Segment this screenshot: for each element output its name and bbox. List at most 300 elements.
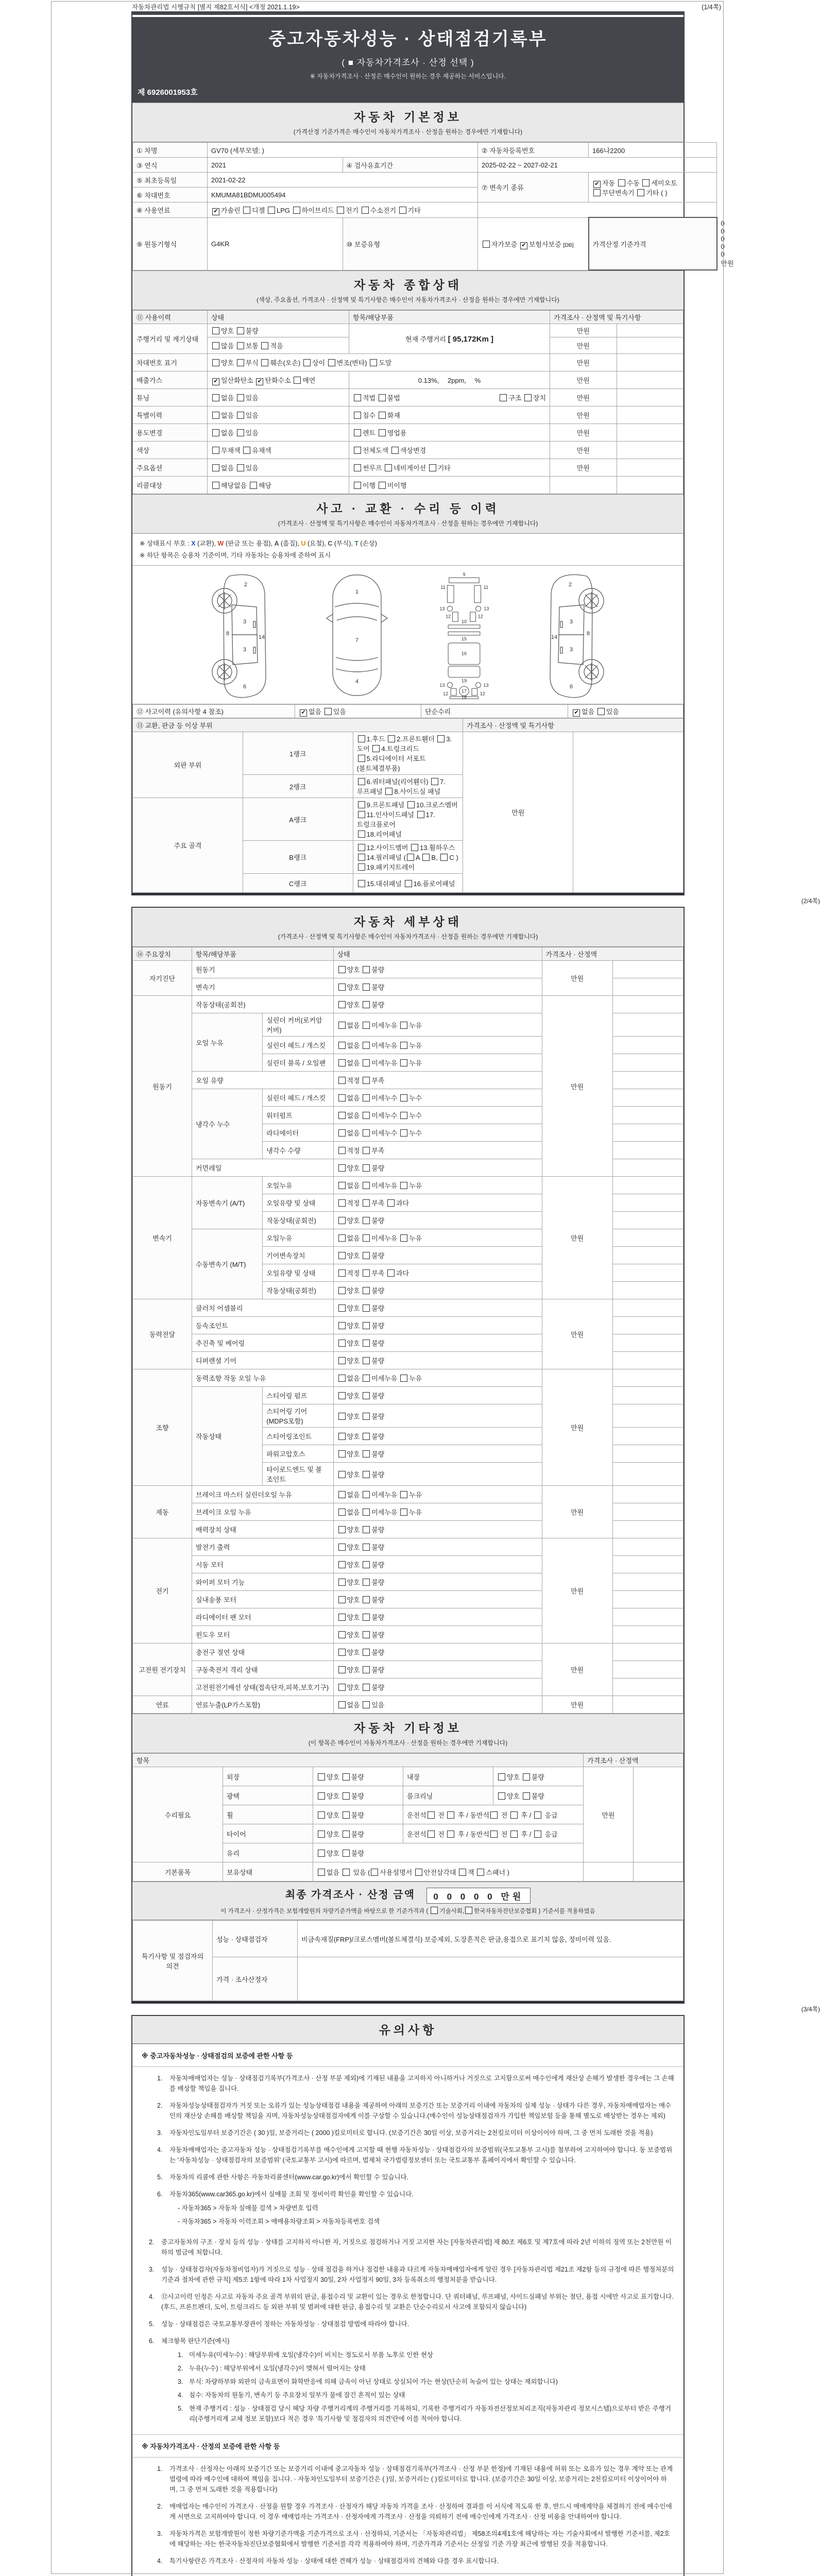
checkbox[interactable] xyxy=(338,1059,346,1066)
checkbox[interactable] xyxy=(400,1509,407,1516)
checkbox[interactable] xyxy=(490,1811,498,1819)
item-cell: 동력조향 작동 오일 누유 xyxy=(192,1369,334,1387)
price-unit-cell: 만원 xyxy=(584,1767,634,1862)
checkbox[interactable] xyxy=(338,1526,346,1533)
checkbox[interactable] xyxy=(399,207,406,214)
checkbox[interactable] xyxy=(642,179,650,187)
checkbox[interactable] xyxy=(338,1042,346,1049)
checkbox[interactable] xyxy=(363,1526,370,1533)
checkbox[interactable] xyxy=(500,394,507,401)
checkbox[interactable] xyxy=(400,1375,407,1382)
checkbox[interactable] xyxy=(338,1147,346,1154)
checkbox[interactable] xyxy=(363,1287,370,1294)
checkbox[interactable] xyxy=(440,854,448,861)
checkbox[interactable] xyxy=(437,735,445,742)
panel-number: 6 xyxy=(243,684,247,690)
rank-items-cell: 6.쿼터패널(리어휀더) 7.루프패널 8.사이드실 패널 xyxy=(353,775,463,798)
state-cell: 양호 불량 xyxy=(333,1643,542,1661)
panel-number: 12 xyxy=(446,614,451,619)
checkbox[interactable] xyxy=(363,1701,370,1708)
checkbox[interactable] xyxy=(363,1392,370,1399)
checkbox[interactable] xyxy=(498,1792,505,1800)
device-group-label: 변속기 xyxy=(133,1177,192,1299)
checkbox[interactable]: ✔ xyxy=(593,181,601,188)
checkbox[interactable] xyxy=(447,1831,454,1838)
checkbox[interactable] xyxy=(338,1234,346,1242)
checkbox[interactable] xyxy=(328,359,335,366)
checkbox[interactable] xyxy=(338,1701,346,1708)
column-header: 가격조사 · 산정액 xyxy=(542,947,684,961)
checkbox[interactable] xyxy=(358,880,365,887)
checkbox[interactable] xyxy=(388,735,395,742)
checkbox[interactable] xyxy=(338,1450,346,1458)
checkbox[interactable] xyxy=(363,1596,370,1603)
checkbox[interactable] xyxy=(338,1392,346,1399)
checkbox[interactable] xyxy=(363,1001,370,1008)
checkbox[interactable] xyxy=(338,1182,346,1189)
checkbox[interactable] xyxy=(400,1022,407,1029)
checkbox[interactable]: ✔ xyxy=(212,378,219,385)
checkbox[interactable] xyxy=(243,207,250,214)
checkbox[interactable] xyxy=(363,1340,370,1347)
device-group-label: 동력전달 xyxy=(133,1299,192,1369)
checkbox[interactable] xyxy=(354,447,361,454)
checkbox[interactable] xyxy=(338,1304,346,1312)
item-cell: 실린더 헤드 / 개스킷 xyxy=(263,1089,333,1107)
table-row xyxy=(133,459,684,477)
price-note-cell xyxy=(612,1229,683,1247)
checkbox[interactable] xyxy=(363,1112,370,1119)
checkbox[interactable] xyxy=(428,1811,435,1819)
checkbox[interactable] xyxy=(318,1773,325,1781)
caution-item xyxy=(149,2292,674,2312)
price-note-cell xyxy=(612,1573,683,1591)
device-group-label: 고전원 전기장치 xyxy=(133,1643,192,1696)
page-mark-3: (3/4쪽) xyxy=(801,2006,820,2013)
checkbox[interactable] xyxy=(363,1579,370,1586)
checkbox[interactable] xyxy=(363,1304,370,1312)
checkbox[interactable] xyxy=(338,1357,346,1364)
checkbox[interactable] xyxy=(338,1375,346,1382)
position-cell: 운전석 전 후 / 동반석 전 후 / 응급 xyxy=(403,1805,584,1824)
item-cell: 등속조인트 xyxy=(192,1317,334,1334)
warranty-db-tag: [DB] xyxy=(563,242,574,248)
label-car-name: ① 차명 xyxy=(133,143,208,158)
checkbox[interactable] xyxy=(363,1375,370,1382)
checkbox[interactable] xyxy=(447,1811,454,1819)
checkbox[interactable] xyxy=(338,1596,346,1603)
checkbox[interactable] xyxy=(363,984,370,991)
checkbox[interactable] xyxy=(212,327,219,334)
price-note-cell xyxy=(612,1696,683,1714)
price-unit-cell: 만원 xyxy=(542,1538,612,1643)
checkbox[interactable] xyxy=(243,447,250,454)
checkbox[interactable] xyxy=(363,1217,370,1224)
panel-number: 19 xyxy=(461,678,467,684)
checkbox[interactable] xyxy=(387,1269,395,1277)
checkbox[interactable] xyxy=(363,1042,370,1049)
item-cell: 오일누유 xyxy=(263,1177,333,1194)
checkbox[interactable] xyxy=(338,1252,346,1259)
checkbox[interactable] xyxy=(363,1199,370,1207)
checkbox[interactable] xyxy=(338,1340,346,1347)
cautions-title: 유의사항 xyxy=(379,2023,437,2037)
checkbox[interactable] xyxy=(338,1164,346,1172)
fuel-empty-cell xyxy=(478,202,717,218)
checkbox[interactable] xyxy=(338,1001,346,1008)
checkbox[interactable] xyxy=(523,1773,530,1781)
special-notes-label: 특기사항 및 점검자의 의견 xyxy=(133,1921,213,2001)
checkbox[interactable] xyxy=(407,801,415,808)
item-cell: 타이로드엔드 및 볼 조인트 xyxy=(263,1463,333,1486)
price-note-cell xyxy=(617,477,684,494)
checkbox[interactable] xyxy=(400,1234,407,1242)
checkbox[interactable] xyxy=(593,189,601,196)
checkbox[interactable] xyxy=(363,1684,370,1691)
checkbox[interactable] xyxy=(337,207,344,214)
checkbox[interactable] xyxy=(338,1471,346,1478)
checkbox[interactable] xyxy=(294,377,301,384)
checkbox[interactable] xyxy=(237,359,244,366)
checkbox[interactable] xyxy=(400,1059,407,1066)
checkbox[interactable] xyxy=(318,1811,325,1819)
checkbox[interactable] xyxy=(363,1433,370,1440)
checkbox[interactable] xyxy=(510,1831,518,1838)
checkbox[interactable] xyxy=(354,394,361,401)
caution-number: 2. xyxy=(178,2365,183,2372)
cautions-band xyxy=(132,2016,684,2044)
checkbox[interactable] xyxy=(343,1792,350,1800)
price-note-cell xyxy=(612,1013,683,1037)
checkbox[interactable] xyxy=(318,1869,325,1876)
checkbox[interactable] xyxy=(338,1217,346,1224)
price-unit-cell xyxy=(550,477,617,494)
caution-number: 1. xyxy=(178,2351,183,2359)
device-group-label: 제동 xyxy=(133,1486,192,1538)
checkbox[interactable] xyxy=(212,482,219,489)
checkbox[interactable] xyxy=(363,1077,370,1084)
price-note-cell xyxy=(612,1299,683,1317)
checkbox[interactable] xyxy=(431,778,438,785)
item-cell: 브레이크 마스터 실린더오일 누유 xyxy=(192,1486,334,1503)
checkbox[interactable] xyxy=(212,464,219,471)
checkbox[interactable] xyxy=(338,1579,346,1586)
subgroup-label: 자동변속기 (A/T) xyxy=(192,1177,263,1229)
checkbox[interactable]: ✔ xyxy=(300,709,307,717)
checkbox[interactable] xyxy=(343,1850,350,1857)
checkbox[interactable] xyxy=(363,1094,370,1101)
checkbox[interactable] xyxy=(379,429,386,436)
checkbox[interactable] xyxy=(358,844,365,851)
price-note-cell xyxy=(612,1591,683,1608)
column-header: 항목 xyxy=(133,1754,584,1767)
state-cell: 적정 부족 xyxy=(333,1142,542,1159)
usage-label: 튜닝 xyxy=(133,389,208,406)
checkbox[interactable] xyxy=(343,1811,350,1819)
price-note-cell xyxy=(634,1862,684,1882)
checkbox[interactable] xyxy=(338,1094,346,1101)
checkbox[interactable] xyxy=(363,1471,370,1478)
checkbox[interactable] xyxy=(338,1077,346,1084)
checkbox[interactable] xyxy=(268,207,275,214)
checkbox[interactable] xyxy=(237,464,244,471)
checkbox[interactable] xyxy=(422,854,430,861)
price-unit-cell: 만원 xyxy=(542,1696,612,1714)
checkbox[interactable] xyxy=(318,1850,325,1857)
table-row xyxy=(133,1643,684,1661)
checkbox[interactable] xyxy=(362,207,369,214)
checkbox[interactable] xyxy=(465,1907,472,1914)
checkbox[interactable] xyxy=(379,394,386,401)
checkbox[interactable] xyxy=(363,1022,370,1029)
price-note-cell xyxy=(612,1247,683,1264)
checkbox[interactable] xyxy=(400,1491,407,1498)
checkbox[interactable] xyxy=(318,1792,325,1800)
checkbox[interactable] xyxy=(343,1869,350,1876)
checkbox[interactable] xyxy=(363,1357,370,1364)
panel-number: 14 xyxy=(258,634,265,640)
checkbox[interactable] xyxy=(338,1199,346,1207)
checkbox[interactable] xyxy=(363,1614,370,1621)
price-note-cell xyxy=(612,1107,683,1124)
checkbox[interactable] xyxy=(417,811,424,818)
table-row xyxy=(133,389,684,406)
checkbox[interactable] xyxy=(318,1831,325,1838)
checkbox[interactable] xyxy=(358,854,365,861)
label-transmission: ⑦ 변속기 종류 xyxy=(478,173,589,202)
checkbox[interactable] xyxy=(637,189,644,196)
checkbox[interactable] xyxy=(212,394,219,401)
state-cell: 없음 있음 xyxy=(208,406,349,424)
checkbox[interactable] xyxy=(363,1269,370,1277)
car-diagram-top xyxy=(308,571,396,700)
checkbox[interactable] xyxy=(358,863,365,871)
checkbox[interactable] xyxy=(415,1869,422,1876)
checkbox[interactable] xyxy=(358,831,365,838)
checkbox[interactable] xyxy=(338,1649,346,1656)
checkbox[interactable] xyxy=(385,464,392,471)
checkbox[interactable] xyxy=(261,342,268,349)
caution-text: 체크항목 판단기준(예시) xyxy=(161,2337,230,2345)
item-cell: 워터펌프 xyxy=(263,1107,333,1124)
caution-subitem xyxy=(178,2403,674,2424)
state-cell: 양호 불량 xyxy=(493,1786,584,1805)
checkbox[interactable] xyxy=(400,1042,407,1049)
checkbox[interactable] xyxy=(338,1022,346,1029)
checkbox[interactable] xyxy=(363,1164,370,1172)
checkbox[interactable] xyxy=(498,1773,505,1781)
price-note-cell xyxy=(612,1608,683,1626)
checkbox[interactable] xyxy=(363,1252,370,1259)
state-cell: 양호 불량 xyxy=(313,1805,403,1824)
checkbox[interactable] xyxy=(483,241,490,248)
checkbox[interactable] xyxy=(534,1811,541,1819)
caution-item xyxy=(157,2556,674,2566)
checkbox[interactable] xyxy=(237,429,244,436)
checkbox[interactable] xyxy=(523,1792,530,1800)
checkbox[interactable]: ✔ xyxy=(520,242,527,249)
item-label: 보유상태 xyxy=(223,1862,313,1882)
state-cell: ✔ 일산화탄소 ✔ 탄화수소 매연 xyxy=(208,371,349,389)
checkbox[interactable] xyxy=(363,1450,370,1458)
checkbox[interactable] xyxy=(358,755,365,762)
simple-repair-state: ✔ 없음 있음 xyxy=(568,705,684,718)
checkbox[interactable] xyxy=(363,1666,370,1673)
checkbox[interactable] xyxy=(363,1322,370,1329)
checkbox[interactable] xyxy=(400,1112,407,1119)
checkbox[interactable] xyxy=(618,179,625,187)
checkbox[interactable] xyxy=(343,1831,350,1838)
label-reg-no: ② 자동차등록번호 xyxy=(478,143,589,158)
state-cell: 없음 있음 xyxy=(208,389,349,406)
checkbox[interactable] xyxy=(363,1129,370,1137)
checkbox[interactable] xyxy=(358,735,365,742)
checkbox[interactable] xyxy=(358,778,365,785)
checkbox[interactable] xyxy=(338,1684,346,1691)
checkbox[interactable] xyxy=(338,1112,346,1119)
checkbox[interactable] xyxy=(250,482,257,489)
state-cell: 양호 불량 xyxy=(333,1556,542,1573)
usage-label: 용도변경 xyxy=(133,424,208,442)
caution-number: 2. xyxy=(157,2503,163,2511)
checkbox[interactable] xyxy=(338,1413,346,1420)
checkbox[interactable] xyxy=(354,482,361,489)
rank-items-cell: 1.후드 2.프론트휀더 3.도어 4.트렁크리드 5.라디에이터 서포트(볼트체결부품) xyxy=(353,732,463,775)
checkbox[interactable] xyxy=(405,880,412,887)
checkbox[interactable] xyxy=(407,854,414,861)
checkbox[interactable] xyxy=(212,447,219,454)
checkbox[interactable] xyxy=(400,1094,407,1101)
price-unit-cell xyxy=(584,1862,634,1882)
checkbox[interactable] xyxy=(370,359,377,366)
state-cell: 양호 불량 xyxy=(333,1387,542,1404)
checkbox[interactable] xyxy=(379,482,386,489)
checkbox[interactable] xyxy=(293,207,300,214)
caution-item xyxy=(157,2464,674,2495)
checkbox[interactable] xyxy=(371,1869,378,1876)
checkbox[interactable] xyxy=(459,1869,466,1876)
checkbox[interactable] xyxy=(324,708,332,715)
checkbox[interactable] xyxy=(338,1269,346,1277)
state-cell: 양호 불량 xyxy=(208,324,349,337)
checkbox[interactable]: ✔ xyxy=(573,709,580,717)
checkbox[interactable] xyxy=(354,464,361,471)
value-car-name: GV70 (세부모델: ) xyxy=(208,143,478,158)
checkbox[interactable] xyxy=(534,1831,541,1838)
accident-title: 사고 · 교환 · 수리 등 이력 xyxy=(316,502,500,515)
checkbox[interactable] xyxy=(212,342,219,349)
checkbox[interactable] xyxy=(303,359,311,366)
checkbox[interactable] xyxy=(510,1811,518,1819)
column-header: ⑬ 교환, 판금 등 이상 부위 xyxy=(133,719,463,732)
checkbox[interactable] xyxy=(363,1182,370,1189)
checkbox[interactable] xyxy=(354,412,361,419)
checkbox[interactable] xyxy=(212,359,219,366)
checkbox[interactable] xyxy=(338,1561,346,1568)
checkbox[interactable] xyxy=(363,1491,370,1498)
overall-status-table xyxy=(132,310,684,494)
value-engine-type: G4KR xyxy=(208,217,343,270)
checkbox[interactable] xyxy=(358,811,365,818)
checkbox[interactable] xyxy=(237,342,244,349)
checkbox[interactable] xyxy=(363,1544,370,1551)
checkbox[interactable] xyxy=(261,359,268,366)
checkbox[interactable]: ✔ xyxy=(212,208,219,215)
checkbox[interactable] xyxy=(387,1199,395,1207)
checkbox[interactable] xyxy=(524,394,532,401)
checkbox[interactable] xyxy=(363,966,370,973)
caution-text: 미세누유(미세누수) : 해당부위에 오일(냉각수)이 비치는 정도로서 부품 노후로 인한 현상 xyxy=(189,2351,434,2359)
checkbox[interactable] xyxy=(391,447,399,454)
checkbox[interactable] xyxy=(338,1631,346,1638)
checkbox[interactable] xyxy=(338,1509,346,1516)
page-mark-1: (1/4쪽) xyxy=(702,4,721,11)
checkbox[interactable] xyxy=(338,984,346,991)
checkbox[interactable] xyxy=(385,788,392,795)
checkbox[interactable] xyxy=(372,745,380,752)
checkbox[interactable] xyxy=(363,1059,370,1066)
price-survey-service-note: ※ 자동차가격조사 · 산정은 매수인이 원하는 경우 제공하는 서비스입니다. xyxy=(310,73,506,80)
price-note-cell xyxy=(617,442,684,459)
checkbox[interactable] xyxy=(597,708,605,715)
checkbox[interactable] xyxy=(212,429,219,436)
checkbox[interactable] xyxy=(338,1322,346,1329)
page-1 xyxy=(131,11,734,895)
price-note-cell xyxy=(617,424,684,442)
checkbox[interactable] xyxy=(338,1287,346,1294)
checkbox[interactable] xyxy=(363,1147,370,1154)
panel-number: 13 xyxy=(439,606,445,612)
checkbox[interactable] xyxy=(363,1413,370,1420)
checkbox[interactable] xyxy=(338,1129,346,1137)
checkbox[interactable] xyxy=(212,412,219,419)
checkbox[interactable] xyxy=(338,1491,346,1498)
checkbox[interactable] xyxy=(338,966,346,973)
checkbox[interactable] xyxy=(429,464,436,471)
checkbox[interactable] xyxy=(358,801,365,808)
checkbox[interactable] xyxy=(338,1666,346,1673)
checkbox[interactable] xyxy=(363,1234,370,1242)
checkbox[interactable] xyxy=(354,429,361,436)
checkbox[interactable] xyxy=(338,1614,346,1621)
checkbox[interactable] xyxy=(237,394,244,401)
checkbox[interactable] xyxy=(363,1631,370,1638)
checkbox[interactable] xyxy=(363,1509,370,1516)
checkbox[interactable] xyxy=(490,1831,498,1838)
checkbox[interactable] xyxy=(379,412,386,419)
caution-number: 5. xyxy=(178,2405,183,2413)
checkbox[interactable] xyxy=(431,1907,438,1914)
item-cell: 썬루프 네비게이션 기타 xyxy=(349,459,550,477)
checkbox[interactable] xyxy=(338,1433,346,1440)
checkbox[interactable]: ✔ xyxy=(256,378,263,385)
checkbox[interactable] xyxy=(338,1544,346,1551)
checkbox[interactable] xyxy=(343,1773,350,1781)
item-cell: 스티어링 펌프 xyxy=(263,1387,333,1404)
checkbox[interactable] xyxy=(428,1831,435,1838)
checkbox[interactable] xyxy=(237,327,244,334)
item-cell: 실린더 커버(로커암 커버) xyxy=(263,1013,333,1037)
checkbox[interactable] xyxy=(477,1869,484,1876)
checkbox[interactable] xyxy=(400,1129,407,1137)
checkbox[interactable] xyxy=(363,1561,370,1568)
checkbox[interactable] xyxy=(411,844,418,851)
checkbox[interactable] xyxy=(400,1182,407,1189)
state-cell: 양호 불량 xyxy=(313,1843,584,1862)
checkbox[interactable] xyxy=(363,1649,370,1656)
price-note-cell xyxy=(612,1463,683,1486)
checkbox[interactable] xyxy=(237,412,244,419)
